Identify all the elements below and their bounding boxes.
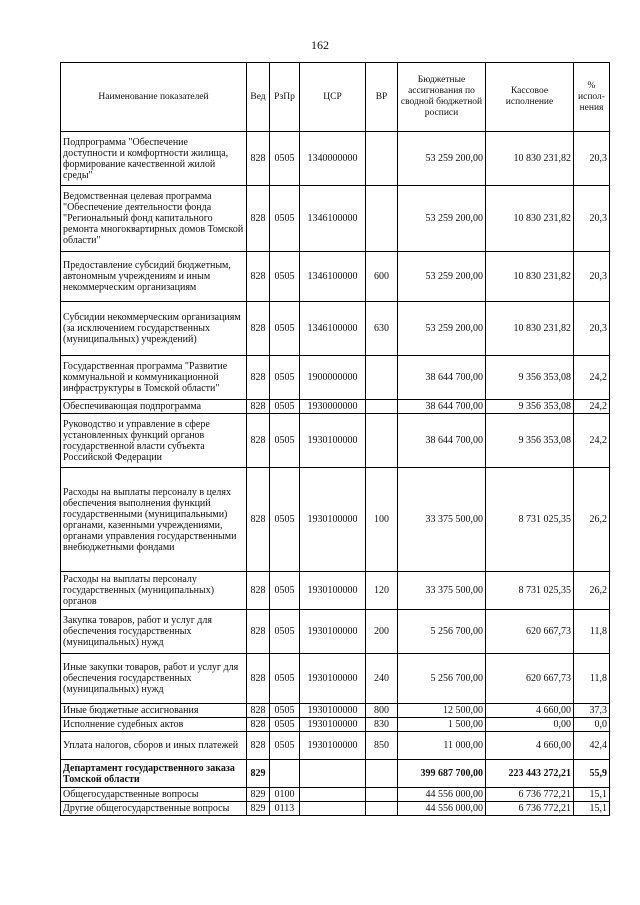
cell-vr: 200 <box>366 610 398 654</box>
cell-vr: 800 <box>366 704 398 718</box>
cell-vr <box>366 186 398 252</box>
cell-vr <box>366 788 398 802</box>
cell-csr: 1930100000 <box>300 732 366 760</box>
cell-cash-execution: 6 736 772,21 <box>486 788 574 802</box>
cell-execution-percent: 0,0 <box>574 718 610 732</box>
table-row <box>61 732 610 760</box>
cell-rzpr: 0505 <box>270 356 300 400</box>
cell-vr: 850 <box>366 732 398 760</box>
cell-vr: 600 <box>366 252 398 302</box>
table-row <box>61 718 610 732</box>
cell-vr <box>366 132 398 186</box>
cell-csr: 1930100000 <box>300 718 366 732</box>
table-row <box>61 186 610 252</box>
cell-name: Исполнение судебных актов <box>61 718 247 732</box>
cell-budget-amount: 399 687 700,00 <box>398 760 486 788</box>
cell-name: Иные закупки товаров, работ и услуг для обеспечения государственных (муниципальных) нужд <box>61 654 247 704</box>
cell-name: Субсидии некоммерческим организациям (за исключением государственных (муниципальных) учреждений) <box>61 302 247 356</box>
cell-execution-percent: 20,3 <box>574 186 610 252</box>
cell-csr: 1346100000 <box>300 302 366 356</box>
table-row <box>61 572 610 610</box>
table-row <box>61 610 610 654</box>
cell-execution-percent: 24,2 <box>574 356 610 400</box>
cell-budget-amount: 53 259 200,00 <box>398 186 486 252</box>
cell-execution-percent: 37,3 <box>574 704 610 718</box>
table-row <box>61 468 610 572</box>
cell-name: Общегосударственные вопросы <box>61 788 247 802</box>
cell-budget-amount: 38 644 700,00 <box>398 356 486 400</box>
cell-cash-execution: 0,00 <box>486 718 574 732</box>
table-row <box>61 704 610 718</box>
cell-csr <box>300 760 366 788</box>
header-cash: Кассовое исполнение <box>486 63 574 132</box>
cell-rzpr: 0505 <box>270 732 300 760</box>
table-row <box>61 414 610 468</box>
cell-rzpr: 0505 <box>270 400 300 414</box>
cell-cash-execution: 10 830 231,82 <box>486 186 574 252</box>
cell-budget-amount: 38 644 700,00 <box>398 414 486 468</box>
cell-execution-percent: 42,4 <box>574 732 610 760</box>
cell-execution-percent: 20,3 <box>574 302 610 356</box>
table-row <box>61 802 610 816</box>
table-row <box>61 132 610 186</box>
page-number: 162 <box>311 38 329 52</box>
cell-csr: 1346100000 <box>300 186 366 252</box>
header-ved: Вед <box>247 63 270 132</box>
cell-execution-percent: 20,3 <box>574 252 610 302</box>
cell-ved: 828 <box>247 654 270 704</box>
cell-ved: 828 <box>247 718 270 732</box>
cell-vr: 120 <box>366 572 398 610</box>
cell-vr: 830 <box>366 718 398 732</box>
cell-ved: 829 <box>247 802 270 816</box>
cell-cash-execution: 9 356 353,08 <box>486 414 574 468</box>
cell-budget-amount: 33 375 500,00 <box>398 468 486 572</box>
cell-cash-execution: 9 356 353,08 <box>486 356 574 400</box>
cell-name: Уплата налогов, сборов и иных платежей <box>61 732 247 760</box>
cell-ved: 828 <box>247 400 270 414</box>
cell-rzpr: 0505 <box>270 654 300 704</box>
cell-cash-execution: 8 731 025,35 <box>486 468 574 572</box>
cell-vr <box>366 356 398 400</box>
cell-rzpr: 0505 <box>270 252 300 302</box>
cell-execution-percent: 55,9 <box>574 760 610 788</box>
cell-budget-amount: 53 259 200,00 <box>398 252 486 302</box>
cell-ved: 828 <box>247 356 270 400</box>
cell-csr <box>300 802 366 816</box>
cell-budget-amount: 53 259 200,00 <box>398 302 486 356</box>
cell-rzpr: 0113 <box>270 802 300 816</box>
cell-budget-amount: 12 500,00 <box>398 704 486 718</box>
header-csr: ЦСР <box>300 63 366 132</box>
cell-rzpr: 0505 <box>270 704 300 718</box>
cell-budget-amount: 33 375 500,00 <box>398 572 486 610</box>
cell-ved: 828 <box>247 414 270 468</box>
header-budget: Бюджетные ассигнования по сводной бюджетной росписи <box>398 63 486 132</box>
cell-execution-percent: 11,8 <box>574 654 610 704</box>
cell-budget-amount: 1 500,00 <box>398 718 486 732</box>
cell-rzpr: 0505 <box>270 302 300 356</box>
cell-csr: 1346100000 <box>300 252 366 302</box>
cell-name: Подпрограмма "Обеспечение доступности и комфортности жилища, формирование качественной жилой среды" <box>61 132 247 186</box>
cell-cash-execution: 6 736 772,21 <box>486 802 574 816</box>
cell-execution-percent: 11,8 <box>574 610 610 654</box>
cell-ved: 828 <box>247 732 270 760</box>
cell-execution-percent: 24,2 <box>574 414 610 468</box>
cell-vr <box>366 414 398 468</box>
cell-name: Предоставление субсидий бюджетным, автономным учреждениям и иным некоммерческим организациям <box>61 252 247 302</box>
cell-execution-percent: 26,2 <box>574 468 610 572</box>
cell-cash-execution: 9 356 353,08 <box>486 400 574 414</box>
cell-execution-percent: 15,1 <box>574 802 610 816</box>
cell-budget-amount: 53 259 200,00 <box>398 132 486 186</box>
cell-name: Расходы на выплаты персоналу государственных (муниципальных) органов <box>61 572 247 610</box>
cell-execution-percent: 24,2 <box>574 400 610 414</box>
table-header <box>61 63 610 132</box>
cell-budget-amount: 44 556 000,00 <box>398 802 486 816</box>
cell-rzpr: 0505 <box>270 414 300 468</box>
cell-csr: 1930100000 <box>300 704 366 718</box>
cell-cash-execution: 4 660,00 <box>486 732 574 760</box>
cell-ved: 828 <box>247 572 270 610</box>
cell-vr: 240 <box>366 654 398 704</box>
table-row <box>61 356 610 400</box>
cell-ved: 828 <box>247 132 270 186</box>
cell-cash-execution: 10 830 231,82 <box>486 252 574 302</box>
cell-rzpr <box>270 760 300 788</box>
cell-name: Другие общегосударственные вопросы <box>61 802 247 816</box>
cell-cash-execution: 620 667,73 <box>486 654 574 704</box>
cell-vr <box>366 400 398 414</box>
cell-ved: 829 <box>247 760 270 788</box>
cell-execution-percent: 20,3 <box>574 132 610 186</box>
cell-csr: 1930100000 <box>300 654 366 704</box>
table-row <box>61 302 610 356</box>
cell-budget-amount: 11 000,00 <box>398 732 486 760</box>
cell-cash-execution: 4 660,00 <box>486 704 574 718</box>
cell-name: Государственная программа "Развитие коммунальной и коммуникационной инфраструктуры в Томской области" <box>61 356 247 400</box>
cell-name: Обеспечивающая подпрограмма <box>61 400 247 414</box>
cell-ved: 828 <box>247 302 270 356</box>
cell-cash-execution: 10 830 231,82 <box>486 302 574 356</box>
cell-rzpr: 0505 <box>270 610 300 654</box>
cell-vr: 630 <box>366 302 398 356</box>
cell-name: Расходы на выплаты персоналу в целях обеспечения выполнения функций государственными (муниципальными) органами, казенными учреждениями, органами управления государственными внебюджетными фондами <box>61 468 247 572</box>
cell-execution-percent: 26,2 <box>574 572 610 610</box>
cell-budget-amount: 5 256 700,00 <box>398 654 486 704</box>
cell-budget-amount: 5 256 700,00 <box>398 610 486 654</box>
cell-ved: 828 <box>247 252 270 302</box>
cell-rzpr: 0505 <box>270 186 300 252</box>
table-row <box>61 760 610 788</box>
cell-ved: 828 <box>247 704 270 718</box>
cell-csr: 1900000000 <box>300 356 366 400</box>
cell-name: Закупка товаров, работ и услуг для обеспечения государственных (муниципальных) нужд <box>61 610 247 654</box>
header-rzpr: РзПр <box>270 63 300 132</box>
cell-name: Иные бюджетные ассигнования <box>61 704 247 718</box>
budget-execution-table <box>60 62 610 816</box>
cell-budget-amount: 38 644 700,00 <box>398 400 486 414</box>
cell-cash-execution: 620 667,73 <box>486 610 574 654</box>
cell-csr: 1930100000 <box>300 468 366 572</box>
cell-budget-amount: 44 556 000,00 <box>398 788 486 802</box>
table-body <box>61 132 610 816</box>
cell-cash-execution: 8 731 025,35 <box>486 572 574 610</box>
header-vr: ВР <box>366 63 398 132</box>
header-pct: % испол-нения <box>574 63 610 132</box>
cell-execution-percent: 15,1 <box>574 788 610 802</box>
cell-csr: 1930100000 <box>300 610 366 654</box>
cell-rzpr: 0505 <box>270 572 300 610</box>
cell-rzpr: 0505 <box>270 468 300 572</box>
header-name: Наименование показателей <box>61 63 247 132</box>
cell-ved: 829 <box>247 788 270 802</box>
cell-cash-execution: 223 443 272,21 <box>486 760 574 788</box>
cell-rzpr: 0505 <box>270 718 300 732</box>
cell-csr: 1930000000 <box>300 400 366 414</box>
table-row <box>61 252 610 302</box>
cell-ved: 828 <box>247 468 270 572</box>
cell-name: Департамент государственного заказа Томской области <box>61 760 247 788</box>
cell-vr <box>366 760 398 788</box>
cell-csr <box>300 788 366 802</box>
cell-csr: 1930100000 <box>300 572 366 610</box>
cell-vr <box>366 802 398 816</box>
cell-cash-execution: 10 830 231,82 <box>486 132 574 186</box>
cell-name: Руководство и управление в сфере установленных функций органов государственной власти субъекта Российской Федерации <box>61 414 247 468</box>
cell-vr: 100 <box>366 468 398 572</box>
cell-ved: 828 <box>247 610 270 654</box>
cell-ved: 828 <box>247 186 270 252</box>
cell-rzpr: 0505 <box>270 132 300 186</box>
cell-rzpr: 0100 <box>270 788 300 802</box>
cell-csr: 1340000000 <box>300 132 366 186</box>
table-row <box>61 788 610 802</box>
cell-csr: 1930100000 <box>300 414 366 468</box>
cell-name: Ведомственная целевая программа "Обеспечение деятельности фонда "Региональный фонд капитального ремонта многоквартирных домов Томской области" <box>61 186 247 252</box>
table-row <box>61 400 610 414</box>
table-row <box>61 654 610 704</box>
